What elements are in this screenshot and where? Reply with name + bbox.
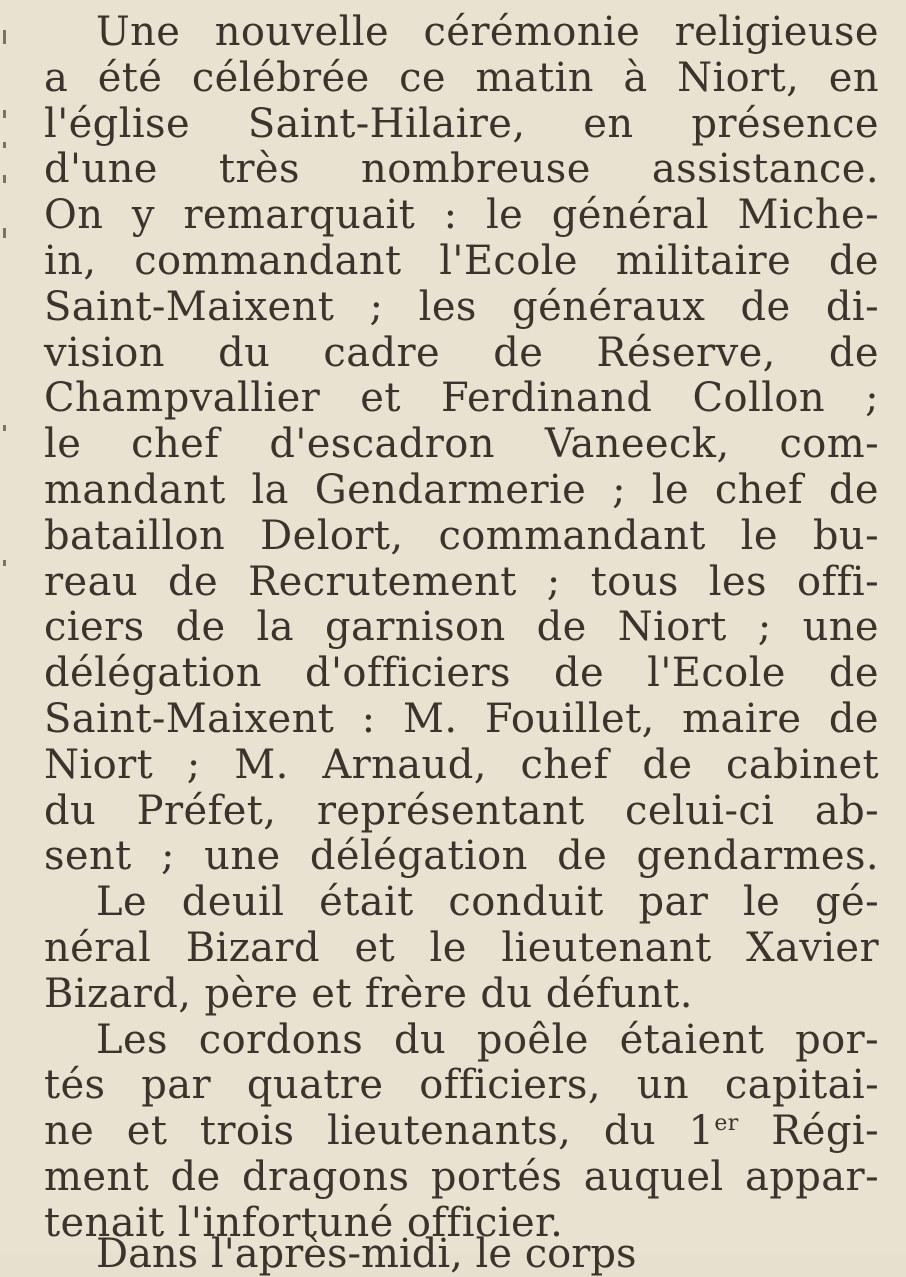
text-line: a été célébrée ce matin à Niort, en <box>44 54 879 101</box>
text-line: tenait l'infortuné officier. <box>44 1199 564 1246</box>
text-line-end: Régi- <box>738 1108 879 1155</box>
text-line: délégation d'officiers de l'Ecole de <box>44 650 879 697</box>
text-line: d'une très nombreuse assistance. <box>44 146 879 193</box>
text-line: sent ; une délégation de gendarmes. <box>44 833 879 880</box>
cut-off-text: Dans l'après-midi, le corps <box>96 1231 637 1277</box>
text-line: Les cordons du poêle étaient por- <box>96 1016 879 1063</box>
article-text <box>44 10 879 1247</box>
ordinal-superscript: er <box>714 1111 739 1137</box>
text-line: reau de Recrutement ; tous les offi- <box>44 558 879 605</box>
text-line: l'église Saint-Hilaire, en présence <box>44 100 879 147</box>
text-line: mandant la Gendarmerie ; le chef de <box>44 466 879 513</box>
text-line: tés par quatre officiers, un capitai- <box>44 1062 879 1109</box>
text-line: Saint-Maixent ; les généraux de di- <box>44 283 879 330</box>
text-line: bataillon Delort, commandant le bu- <box>44 512 879 559</box>
text-line-start: ne et trois lieutenants, du 1 <box>44 1108 715 1155</box>
column-rule-marks <box>0 0 10 1253</box>
text-line: Le deuil était conduit par le gé- <box>96 879 879 926</box>
text-line: in, commandant l'Ecole militaire de <box>44 237 879 284</box>
text-line: On y remarquait : le général Miche- <box>44 192 879 239</box>
text-line <box>44 1109 879 1155</box>
text-line: Une nouvelle cérémonie religieuse <box>96 9 879 55</box>
text-line: ciers de la garnison de Niort ; une <box>44 604 879 651</box>
text-line: néral Bizard et le lieutenant Xavier <box>44 924 879 971</box>
text-line: vision du cadre de Réserve, de <box>44 329 879 376</box>
text-line: le chef d'escadron Vaneeck, com- <box>44 421 879 468</box>
text-line: du Préfet, représentant celui-ci ab- <box>44 787 879 834</box>
text-line: Bizard, père et frère du défunt. <box>44 970 693 1017</box>
text-line: ment de dragons portés auquel appar- <box>44 1153 879 1200</box>
text-line: Saint-Maixent : M. Fouillet, maire de <box>44 695 879 742</box>
text-line: Niort ; M. Arnaud, chef de cabinet <box>44 741 879 788</box>
cut-off-line <box>44 1231 879 1277</box>
text-line: Champvallier et Ferdinand Collon ; <box>44 375 879 422</box>
